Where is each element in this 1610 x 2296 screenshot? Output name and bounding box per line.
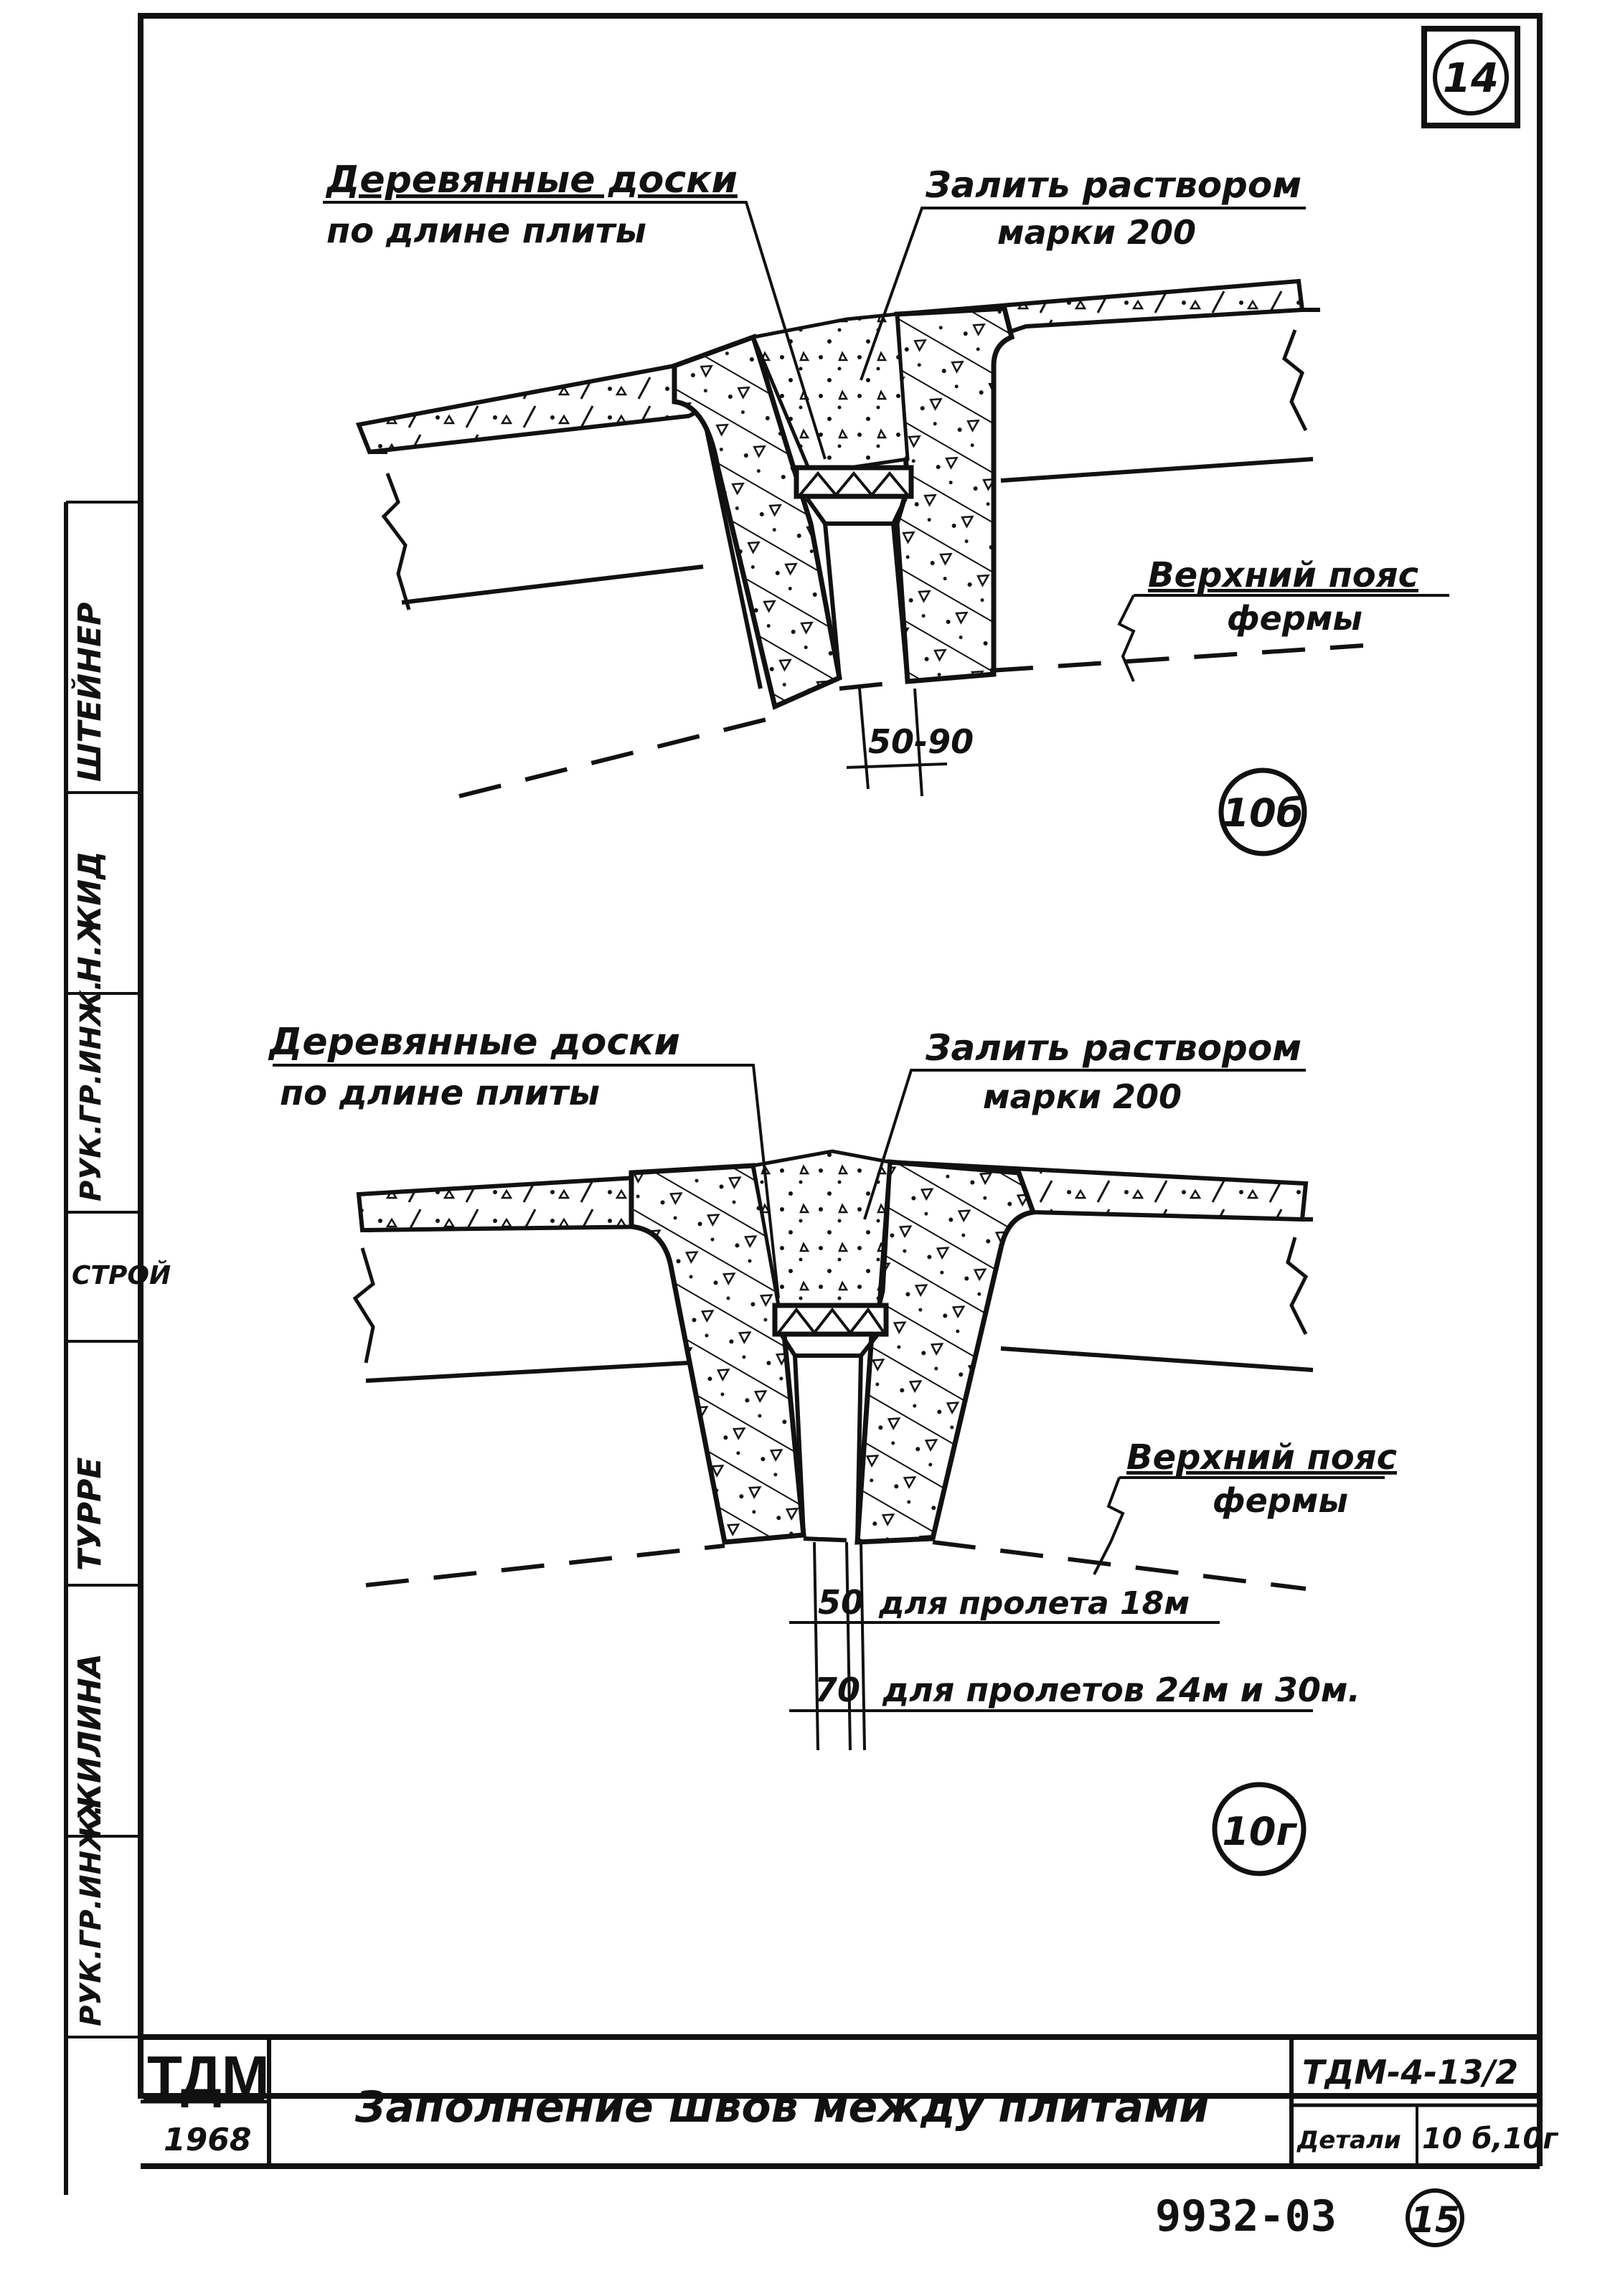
side-stamp-entry-2: Н.ЖИД (72, 851, 108, 983)
mortar-fill (753, 1151, 890, 1305)
boards-label-line2: по длине плиты (326, 211, 647, 251)
drawing-title: Заполнение швов между плитами (354, 2082, 1210, 2132)
right-joint-concrete (897, 308, 1012, 681)
sheet-number-box (1424, 29, 1517, 126)
side-stamp-entry-5: ТУРРЕ (72, 1457, 108, 1571)
boards-label-line1: Деревянные доски (269, 1021, 680, 1064)
side-stamp-entry-7: РУК.ГР.ИНЖ. (75, 1804, 108, 2026)
side-stamp-entry-1: ШТЕЙНЕР (72, 602, 108, 782)
boards-label-line2: по длине плиты (280, 1073, 601, 1113)
sheet-number: 14 (1443, 55, 1499, 102)
side-stamp (66, 502, 171, 2195)
joint-throat (807, 499, 905, 524)
boards-label-line1: Деревянные доски (326, 159, 738, 202)
footer (1155, 2191, 1462, 2245)
joint-throat (782, 1336, 877, 1356)
side-stamp-entry-4: СТРОЙ (72, 1261, 171, 1290)
fill-label-line2: марки 200 (983, 1077, 1182, 1116)
dimension-50-90 (847, 689, 974, 796)
truss-label-line1: Верхний пояс (1126, 1437, 1398, 1478)
fill-label-line1: Залить раствором (926, 1027, 1302, 1069)
fill-label-line1: Залить раствором (926, 164, 1302, 206)
tdm-logo: ТДМ (147, 2044, 270, 2108)
dim2-text: для пролетов 24м и 30м. (882, 1671, 1360, 1709)
right-break-line (1288, 1237, 1306, 1334)
dim1-value: 50 (818, 1583, 865, 1622)
dimension-lines (789, 1542, 1360, 1750)
truss-chord-line (366, 1539, 1306, 1589)
footer-number: 9932-03 (1155, 2191, 1337, 2241)
detail-id: 10б (1222, 790, 1304, 836)
left-break-line (355, 1248, 373, 1363)
side-stamp-entry-3: РУК.ГР.ИНЖ. (75, 979, 108, 1201)
detail-label: Детали (1297, 2126, 1401, 2155)
detail-value: 10 б,10г (1422, 2122, 1558, 2155)
wooden-board (796, 468, 911, 496)
title-block (141, 2037, 1558, 2166)
fill-label-line2: марки 200 (997, 213, 1197, 252)
dimension-label: 50-90 (868, 722, 974, 761)
dim2-value: 70 (814, 1671, 861, 1709)
right-break-line (1284, 330, 1306, 430)
footer-page: 15 (1410, 2199, 1460, 2241)
detail-id: 10г (1222, 1809, 1296, 1854)
doc-code: ТДМ-4-13/2 (1302, 2053, 1519, 2092)
joint-gap (795, 1356, 861, 1542)
left-break-line (384, 473, 409, 610)
detail-bottom (268, 1021, 1397, 1874)
truss-label-line2: фермы (1213, 1481, 1348, 1520)
detail-top (323, 159, 1449, 854)
dim1-text: для пролета 18м (879, 1585, 1190, 1622)
truss-label-line1: Верхний пояс (1148, 555, 1419, 595)
title-year: 1968 (164, 2122, 252, 2158)
side-stamp-entry-6: ЖИЛИНА (72, 1653, 108, 1822)
truss-label-line2: фермы (1227, 599, 1362, 638)
wooden-board (775, 1305, 886, 1334)
joint-gap (825, 524, 908, 681)
